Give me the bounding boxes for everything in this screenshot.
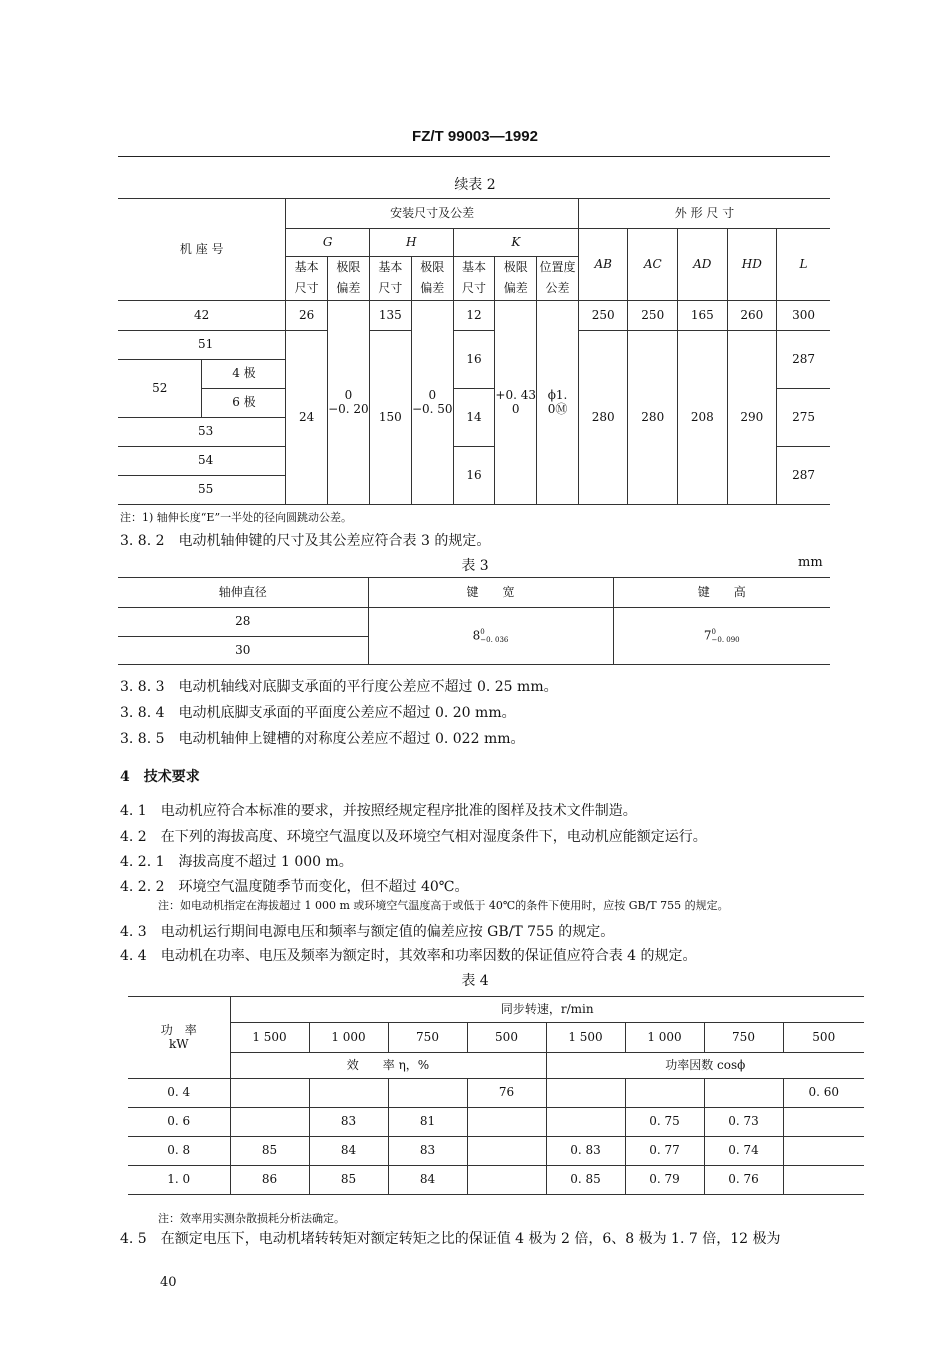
table3: 轴伸直径 键 宽 键 高 28 80 −0. 036 70 −0. 090 30 (118, 577, 830, 665)
value-cell: 0. 73 (704, 1108, 783, 1137)
value-cell: 84 (388, 1166, 467, 1195)
speed-header: 1 000 (309, 1023, 388, 1053)
table3-caption: 表 3 (461, 558, 489, 574)
power-cell: 1. 0 (128, 1166, 230, 1195)
power-header: 功 率 kW (128, 997, 230, 1079)
value-cell (309, 1079, 388, 1108)
table-row (128, 1166, 864, 1195)
value-cell: 81 (388, 1108, 467, 1137)
value-cell: 0. 60 (783, 1079, 864, 1108)
para-4-2-1: 4. 2. 1 海拔高度不超过 1 000 m。 (120, 854, 353, 870)
install-header: 安装尺寸及公差 (286, 199, 579, 229)
para-3-8-2: 3. 8. 2 电动机轴伸键的尺寸及其公差应符合表 3 的规定。 (120, 533, 491, 549)
value-cell: 0. 85 (546, 1166, 625, 1195)
value-cell: 0. 75 (625, 1108, 704, 1137)
table4-note: 注：效率用实测杂散损耗分析法确定。 (158, 1212, 345, 1225)
para-4-3: 4. 3 电动机运行期间电源电压和频率与额定值的偏差应按 GB/T 755 的规定。 (120, 924, 615, 940)
value-cell: 0. 77 (625, 1137, 704, 1166)
para-4-2-2: 4. 2. 2 环境空气温度随季节而变化，但不超过 40℃。 (120, 879, 469, 895)
value-cell: 83 (309, 1108, 388, 1137)
value-cell (625, 1079, 704, 1108)
value-cell (388, 1079, 467, 1108)
speed-header: 1 000 (625, 1023, 704, 1053)
value-cell (467, 1137, 546, 1166)
table3-unit: mm (798, 555, 823, 570)
value-cell (230, 1079, 309, 1108)
seat-header: 机 座 号 (118, 199, 286, 301)
value-cell (783, 1108, 864, 1137)
value-cell: 83 (388, 1137, 467, 1166)
value-cell: 0. 79 (625, 1166, 704, 1195)
table4: 功 率 kW 同步转速，r/min 1 500 1 000 750 500 1 500 1 000 750 500 效 率 η，% 功率因数 cosϕ 0. 4 76 0. 60 0. 6 83 81 0. 75 0. 73 0. 8 85 84 83 0. 83 0. 77 0. 74 1. 0 86 85 84 0. 85 0. 79 0. 76 (128, 996, 864, 1195)
value-cell: 0. 74 (704, 1137, 783, 1166)
speed-header: 750 (388, 1023, 467, 1053)
speed-header: 1 500 (546, 1023, 625, 1053)
power-cell: 0. 6 (128, 1108, 230, 1137)
table-row (128, 1137, 864, 1166)
power-cell: 0. 8 (128, 1137, 230, 1166)
para-4-2: 4. 2 在下列的海拔高度、环境空气温度以及环境空气相对湿度条件下，电动机应能额定运行。 (120, 829, 707, 845)
value-cell (783, 1137, 864, 1166)
value-cell (467, 1166, 546, 1195)
value-cell: 85 (230, 1137, 309, 1166)
speed-header: 1 500 (230, 1023, 309, 1053)
table-row (128, 1108, 864, 1137)
table2-note: 注：1) 轴伸长度“E”一半处的径向圆跳动公差。 (120, 511, 353, 524)
value-cell: 84 (309, 1137, 388, 1166)
value-cell (546, 1108, 625, 1137)
table2: 机 座 号 安装尺寸及公差 外 形 尺 寸 G H K AB AC AD HD L 基本 极限 基本 极限 基本 极限 位置度 尺寸 偏差 尺寸 偏差 尺寸 偏差 公差 42 26 0 −0. 20 135 0 −0. 50 12 +0. 43 0 ϕ1. 0Ⓜ 250 250 165 260 300 51 24 150 16 280 280 208 290 287 52 4 极 6 极 14 275 53 54 16 287 55 (118, 198, 830, 505)
value-cell: 76 (467, 1079, 546, 1108)
speed-header: 750 (704, 1023, 783, 1053)
header-rule (118, 156, 830, 157)
outline-header: 外 形 尺 寸 (578, 199, 830, 229)
value-cell (230, 1108, 309, 1137)
speed-header: 500 (783, 1023, 864, 1053)
para-4-4: 4. 4 电动机在功率、电压及频率为额定时，其效率和功率因数的保证值应符合表 4 的规定。 (120, 948, 697, 964)
value-cell: 85 (309, 1166, 388, 1195)
value-cell (546, 1079, 625, 1108)
value-cell (467, 1108, 546, 1137)
table2-caption: 续表 2 (454, 177, 496, 193)
value-cell: 0. 83 (546, 1137, 625, 1166)
para-4-1: 4. 1 电动机应符合本标准的要求，并按照经规定程序批准的图样及技术文件制造。 (120, 803, 637, 819)
power-cell: 0. 4 (128, 1079, 230, 1108)
value-cell (783, 1166, 864, 1195)
standard-header: FZ/T 99003—1992 (412, 128, 538, 145)
para-3-8-5: 3. 8. 5 电动机轴伸上键槽的对称度公差应不超过 0. 022 mm。 (120, 731, 525, 747)
value-cell: 86 (230, 1166, 309, 1195)
value-cell (704, 1079, 783, 1108)
section-4-heading: 4 技术要求 (120, 769, 200, 785)
table4-caption: 表 4 (461, 973, 489, 989)
para-4-5: 4. 5 在额定电压下，电动机堵转转矩对额定转矩之比的保证值 4 极为 2 倍，6、8 极为 1. 7 倍，12 极为 (120, 1231, 781, 1247)
speed-header: 500 (467, 1023, 546, 1053)
para-3-8-3: 3. 8. 3 电动机轴线对底脚支承面的平行度公差应不超过 0. 25 mm。 (120, 679, 558, 695)
table-row (128, 1079, 864, 1108)
para-3-8-4: 3. 8. 4 电动机底脚支承面的平面度公差应不超过 0. 20 mm。 (120, 705, 516, 721)
page-number: 40 (160, 1275, 177, 1290)
note-4-2: 注：如电动机指定在海拔超过 1 000 m 或环境空气温度高于或低于 40℃的条件下使用时，应按 GB/T 755 的规定。 (158, 899, 729, 912)
value-cell: 0. 76 (704, 1166, 783, 1195)
